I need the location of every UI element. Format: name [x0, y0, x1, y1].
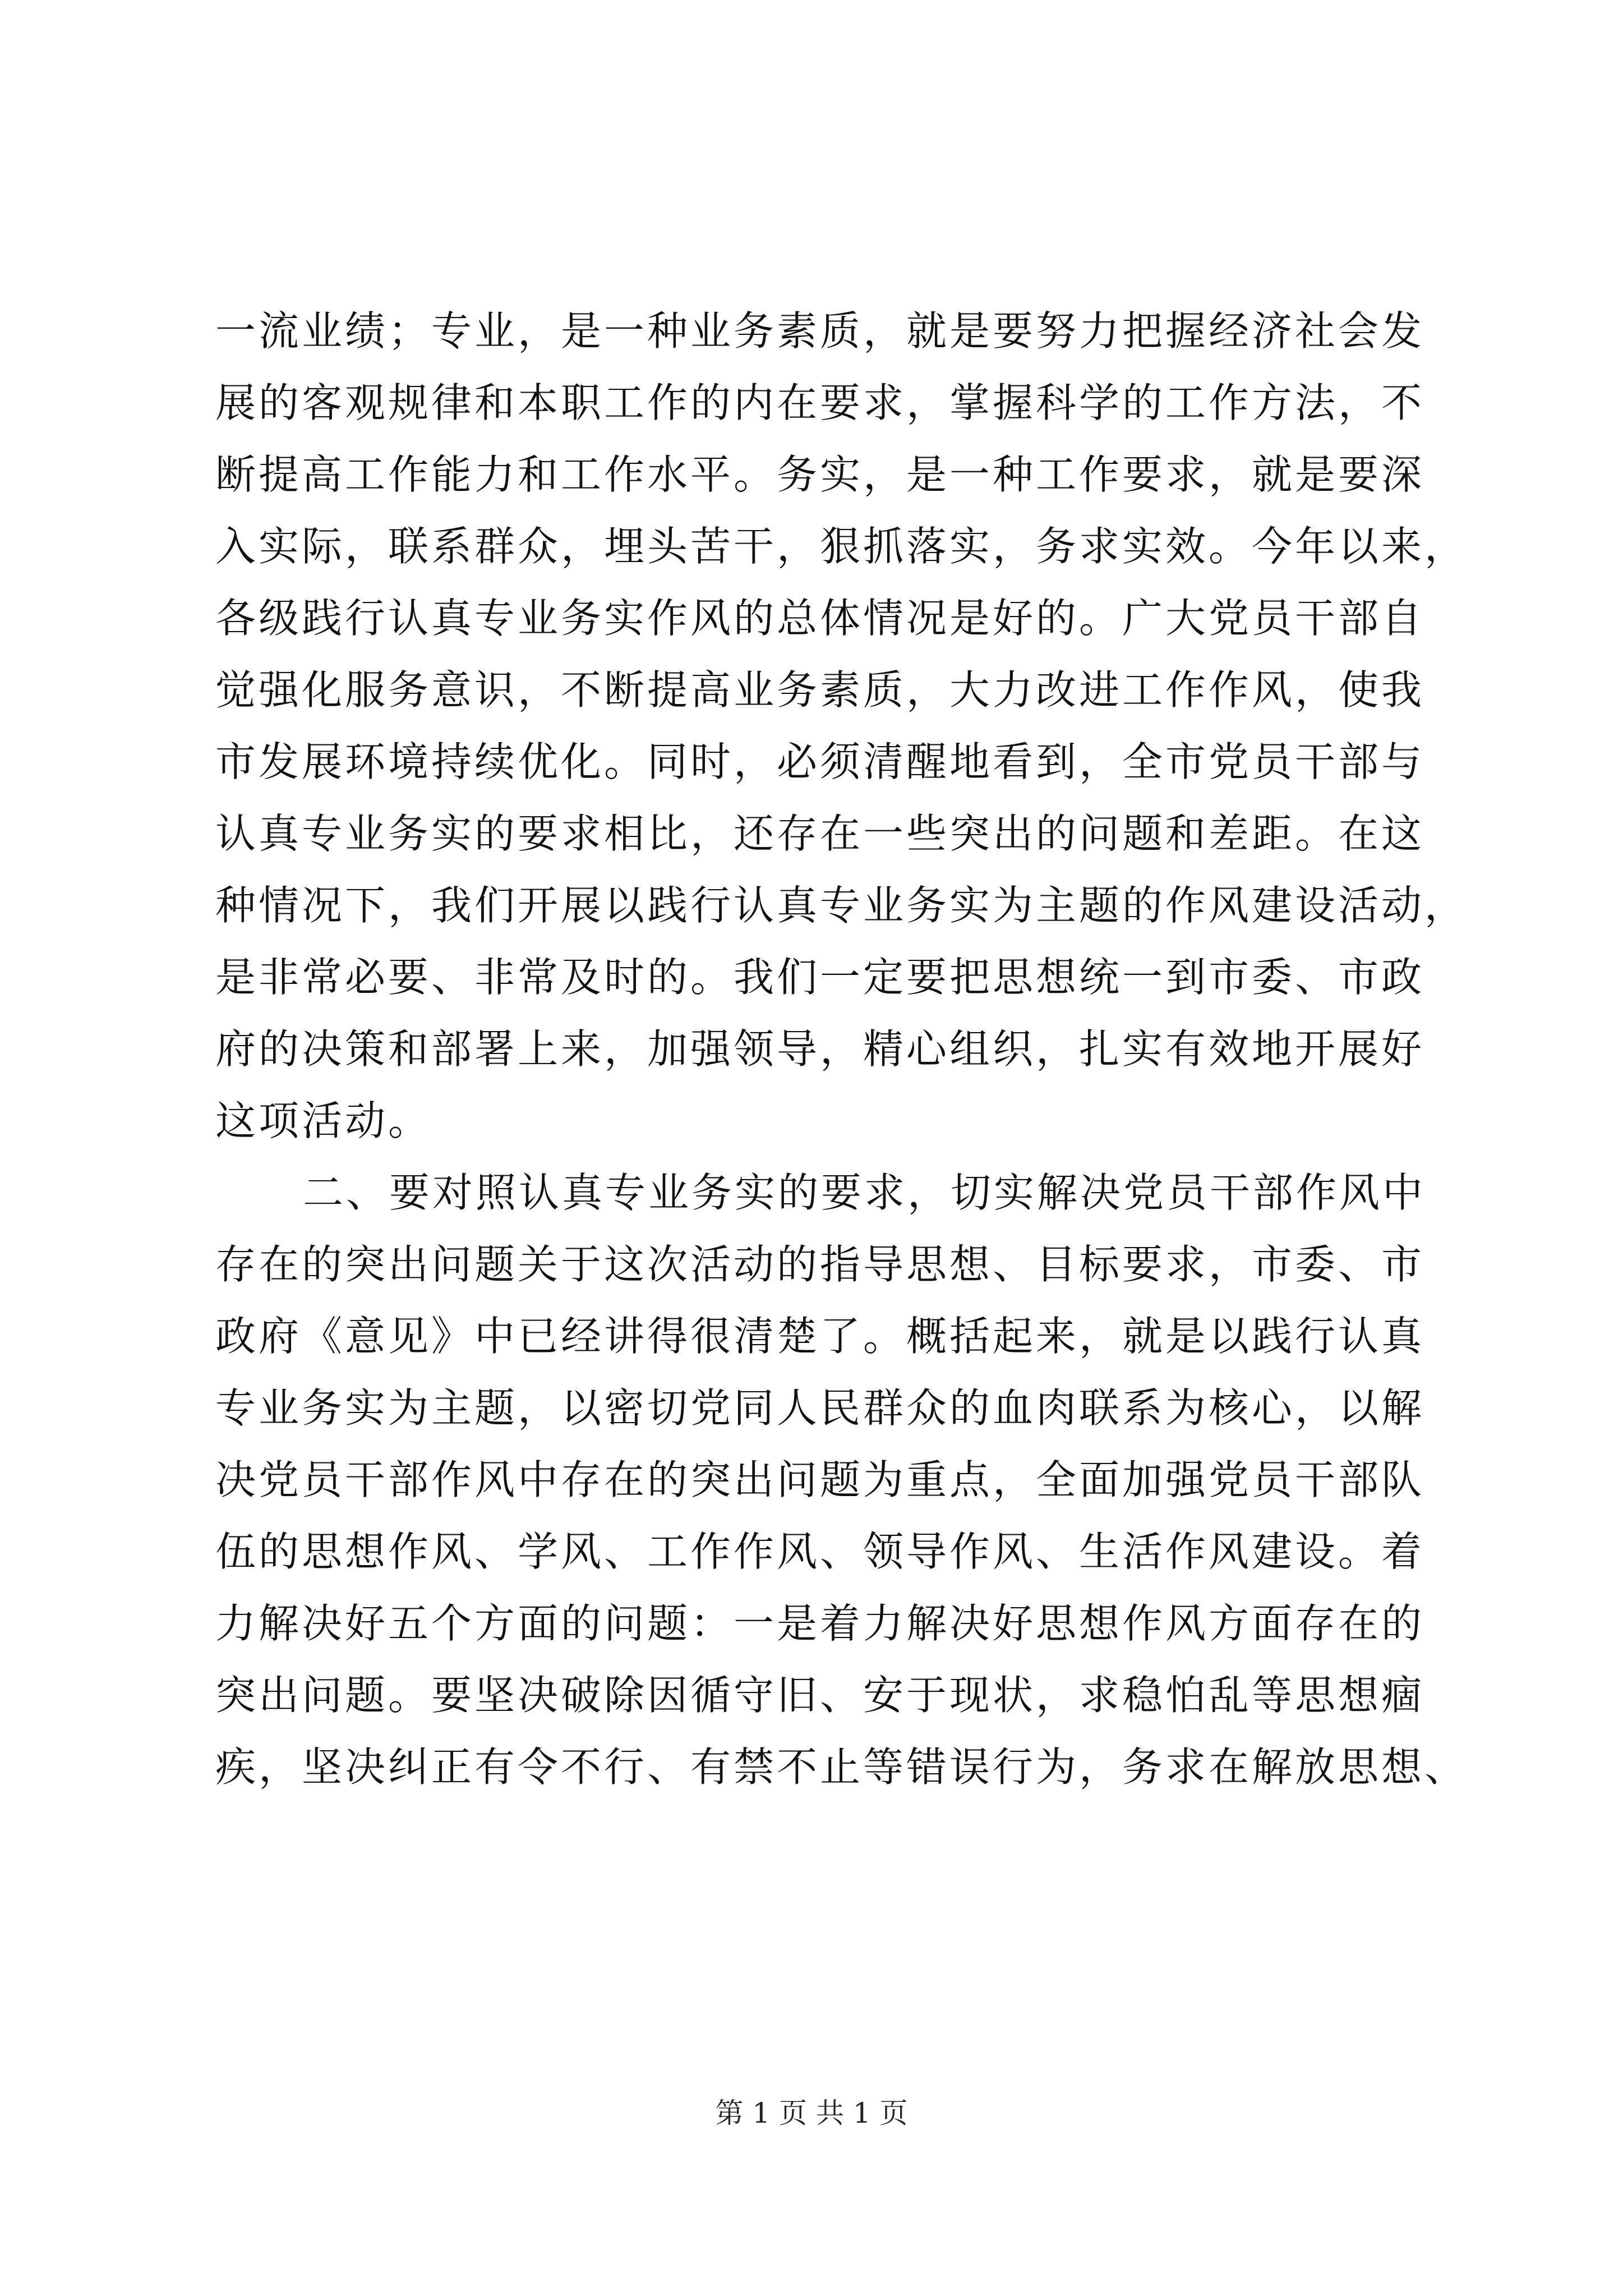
text-line: 各级践行认真专业务实作风的总体情况是好的。广大党员干部自 — [215, 595, 1425, 642]
text-line: 这项活动。 — [215, 1097, 432, 1144]
text-line: 市发展环境持续优化。同时，必须清醒地看到，全市党员干部与 — [215, 738, 1425, 785]
section-heading-line: 二、要对照认真专业务实的要求，切实解决党员干部作风中 — [303, 1169, 1426, 1216]
text-line: 政府《意见》中已经讲得很清楚了。概括起来，就是以践行认真 — [215, 1313, 1425, 1360]
text-line: 疾，坚决纠正有令不行、有禁不止等错误行为，务求在解放思想、 — [215, 1743, 1468, 1791]
page-footer: 第 1 页 共 1 页 — [715, 2097, 908, 2129]
text-line: 觉强化服务意识，不断提高业务素质，大力改进工作作风，使我 — [215, 666, 1425, 714]
text-line: 是非常必要、非常及时的。我们一定要把思想统一到市委、市政 — [215, 954, 1425, 1001]
text-line: 专业务实为主题，以密切党同人民群众的血肉联系为核心，以解 — [215, 1384, 1425, 1432]
body-text — [215, 295, 1468, 1803]
text-line: 入实际，联系群众，埋头苦干，狠抓落实，务求实效。今年以来， — [215, 523, 1468, 570]
text-line: 府的决策和部署上来，加强领导，精心组织，扎实有效地开展好 — [215, 1025, 1425, 1073]
text-line: 存在的突出问题关于这次活动的指导思想、目标要求，市委、市 — [215, 1241, 1425, 1288]
text-line: 一流业绩；专业，是一种业务素质，就是要努力把握经济社会发 — [215, 307, 1425, 355]
text-line: 力解决好五个方面的问题：一是着力解决好思想作风方面存在的 — [215, 1600, 1425, 1647]
text-line: 决党员干部作风中存在的突出问题为重点，全面加强党员干部队 — [215, 1456, 1425, 1503]
text-line: 突出问题。要坚决破除因循守旧、安于现状，求稳怕乱等思想痼 — [215, 1672, 1425, 1719]
text-line: 展的客观规律和本职工作的内在要求，掌握科学的工作方法，不 — [215, 379, 1425, 426]
text-line: 伍的思想作风、学风、工作作风、领导作风、生活作风建设。着 — [215, 1528, 1425, 1575]
text-line: 断提高工作能力和工作水平。务实，是一种工作要求，就是要深 — [215, 451, 1425, 498]
text-line: 认真专业务实的要求相比，还存在一些突出的问题和差距。在这 — [215, 810, 1425, 857]
text-line: 种情况下，我们开展以践行认真专业务实为主题的作风建设活动， — [215, 882, 1468, 929]
